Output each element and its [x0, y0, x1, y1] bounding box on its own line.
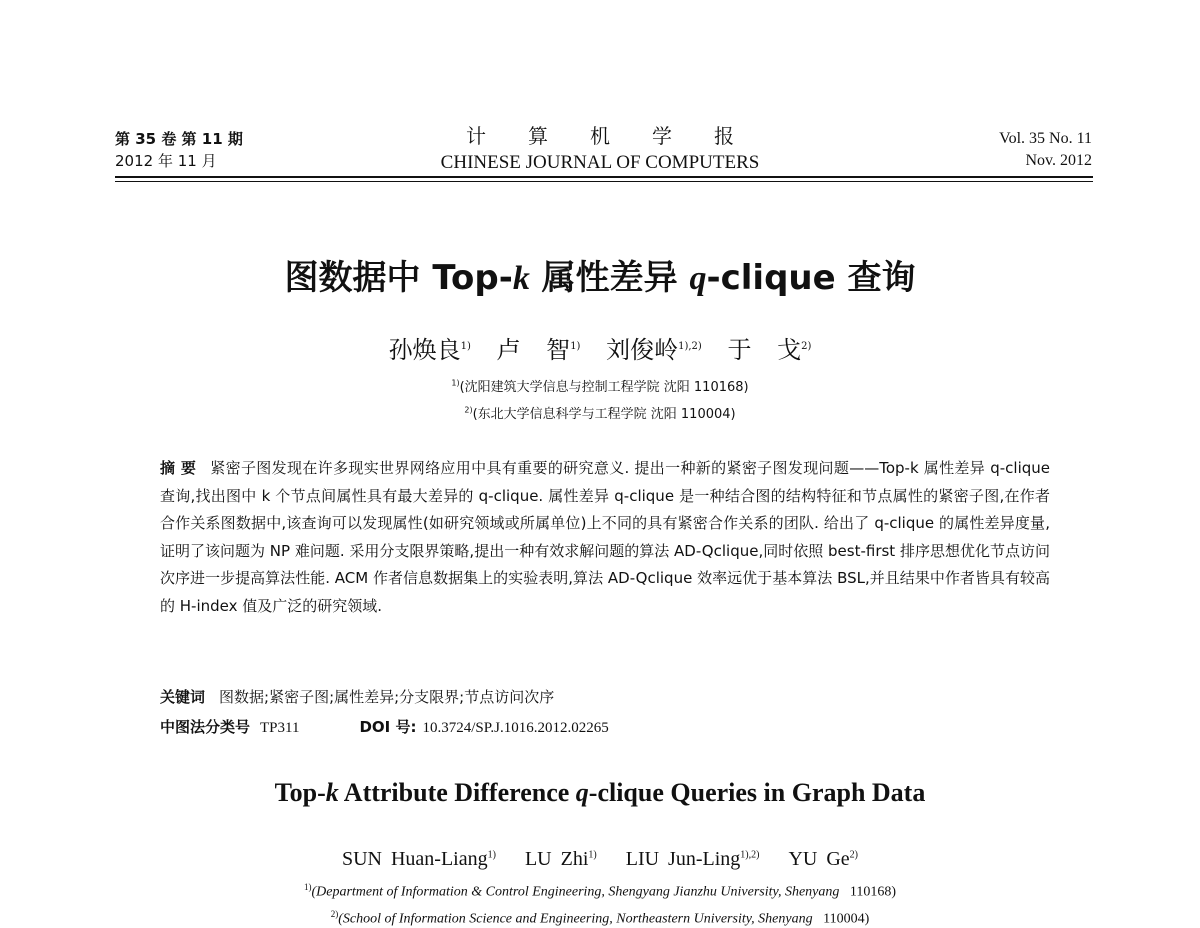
classification-code: TP311: [260, 720, 300, 736]
keywords: [160, 686, 554, 707]
keywords-text: 图数据;紧密子图;属性差异;分支限界;节点访问次序: [219, 688, 555, 706]
abstract: [160, 455, 1050, 620]
classification: [160, 716, 609, 737]
header-center: [380, 122, 820, 176]
paper-title-cn: [0, 250, 1200, 299]
header-left: [115, 128, 243, 172]
header-right: [999, 128, 1092, 172]
title-en-q: q: [575, 778, 589, 807]
classification-label: 中图法分类号: [160, 718, 251, 736]
date-en: Nov. 2012: [1025, 152, 1092, 169]
doi-label: DOI 号:: [359, 718, 417, 736]
volume-issue-cn: 第 35 卷 第 11 期: [115, 130, 243, 148]
author-en: LU Zhi$^{1)}$: [524, 848, 597, 870]
authors-cn: [0, 330, 1200, 365]
paper-title-en: [0, 778, 1200, 808]
author-en: LIU Jun-Ling$^{1),2)}$: [625, 848, 760, 870]
journal-title-en: CHINESE JOURNAL OF COMPUTERS: [440, 152, 760, 173]
affiliation-en-1: $^{1)}$(Department of Information & Control Engineering, Shengyang Jianzhu University, Shenyang 110168): [303, 882, 897, 900]
title-en-part1: Top-: [274, 778, 326, 807]
title-cn-k: k: [512, 260, 530, 297]
title-cn-part1: 图数据中 Top-: [284, 258, 513, 298]
header-rule-thin: [115, 181, 1093, 182]
date-cn: 2012 年 11 月: [115, 152, 217, 170]
author-en: SUN Huan-Liang$^{1)}$: [341, 848, 496, 870]
author-cn: 孙焕良$^{1)}$: [388, 336, 471, 364]
title-cn-part3: -clique 查询: [706, 258, 916, 298]
doi-value: 10.3724/SP.J.1016.2012.02265: [422, 720, 609, 736]
volume-issue-en: Vol. 35 No. 11: [999, 130, 1092, 147]
author-cn: 于 戈$^{2)}$: [727, 336, 812, 364]
abstract-text: 紧密子图发现在许多现实世界网络应用中具有重要的研究意义. 提出一种新的紧密子图发现问题——Top-k 属性差异 q-clique 查询,找出图中 k 个节点间属性具有最大差异的 q-clique. 属性差异 q-clique 是一种结合图的结构特征和节点属性的紧密子图,在作者合作关系图数据中,该查询可以发现属性(如研究领域或所属单位)上不同的具有紧密合作关系的团队. 给出了 q-clique 的属性差异度量,证明了该问题为 NP 难问题. 采用分支限界策略,提出一种有效求解问题的算法 AD-Qclique,同时依照 best-first 排序思想优化节点访问次序进一步提高算法性能. ACM 作者信息数据集上的实验表明,算法 AD-Qclique 效率远优于基本算法 BSL,并且结果中作者皆具有较高的 H-index 值及广泛的研究领域.: [160, 459, 1050, 615]
author-en: YU Ge$^{2)}$: [788, 848, 859, 870]
title-en-part3: -clique Queries in Graph Data: [588, 778, 926, 807]
affiliation-cn-1: $^{1)}$(沈阳建筑大学信息与控制工程学院 沈阳 110168): [451, 378, 749, 395]
title-cn-part2: 属性差异: [529, 258, 690, 298]
affiliation-en-2: $^{2)}$(School of Information Science and Engineering, Northeastern University, Shenyang 110004): [330, 909, 870, 927]
journal-title-cn: 计算机学报: [466, 124, 776, 148]
author-cn: 刘俊岭$^{1),2)}$: [606, 336, 702, 364]
author-cn: 卢 智$^{1)}$: [496, 336, 581, 364]
affiliation-cn-2: $^{2)}$(东北大学信息科学与工程学院 沈阳 110004): [464, 405, 736, 422]
keywords-label: 关键词: [160, 688, 206, 706]
title-cn-q: q: [689, 260, 707, 297]
title-en-k: k: [325, 778, 339, 807]
authors-en: [0, 848, 1200, 871]
abstract-label: 摘 要: [160, 459, 197, 477]
title-en-part2: Attribute Difference: [338, 778, 576, 807]
header-rule-thick: [115, 176, 1093, 178]
